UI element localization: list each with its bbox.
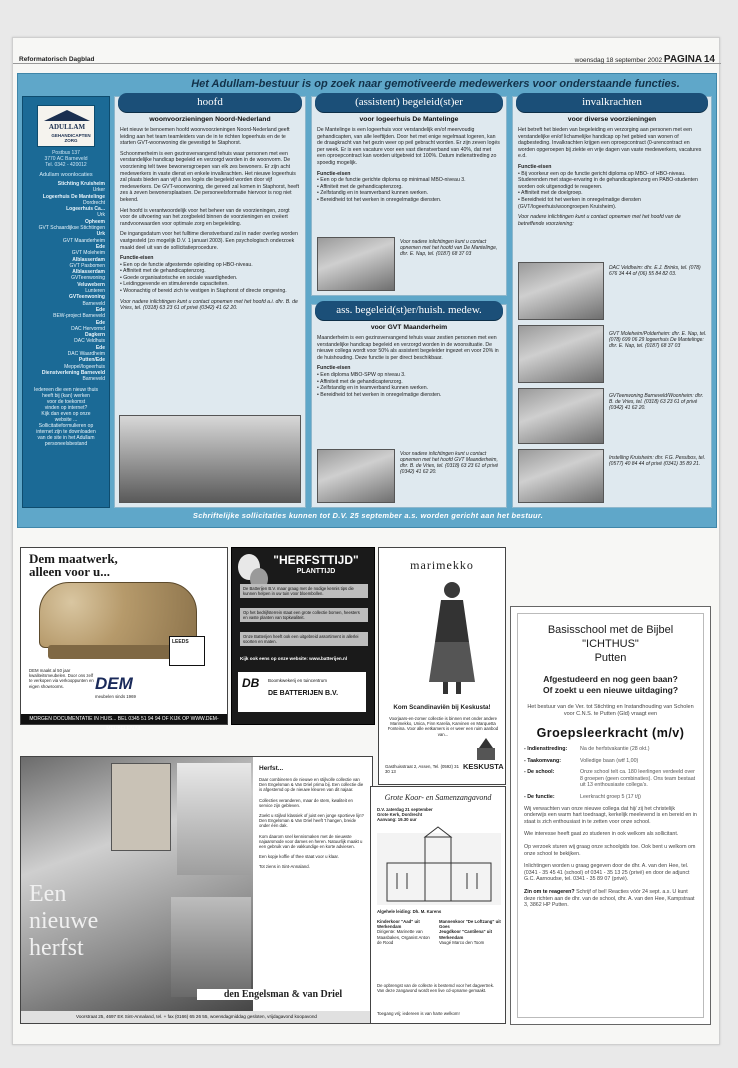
hat-photo [111,763,171,851]
location-item: Ede [95,306,105,313]
man-photo [171,897,251,997]
location-item: GVTeenwoning [68,294,105,301]
location-item: Stichting Kruisheim [57,181,105,187]
locations-heading: Adullam woonlocaties [39,172,93,178]
koor-ad: Grote Koor- en Samenzangavond D.V. zaterdag 21 september Grote Kerk, Dordrecht Aanvang: 19.30 uur Algehele leiding: Dh. M. Karens Kinderkoor "Aad" uit Werkendam Dirigente: Marinette van Maasbakes, Organist Anton de Rood Mannenkoor "De Loftzang" uit Goes Jeugdkoor "Cantilena" uit Werkendam Vaugé Marco den Toom De opbrengst van de collecte is bestemd voor het dagvertrek. Van deze zangavond wordt een live cd-opname gemaakt. Toegang vrij; iedereen is van harte welkom! [370,786,506,1024]
dem-sofa-ad: Dem maatwerk, alleen voor u... LEEDS DEM maakt al 50 jaar kwaliteitsmeubelen. Door ons zelf te verkopen via verkooppunten en eigen showrooms. DEM meubelen sinds 1969 MORGEN DOCUMENTATIE IN HUIS... BEL 0345 51 94 94 OF KIJK OP WWW.DEM-MEUBELEN.NL [20,547,228,725]
location-item: DAC Veldhuis [74,338,105,345]
group-photo [518,325,604,383]
recruitment-advertisement [17,73,717,528]
location-item: DAC Hervormd [71,325,105,332]
location-item: Ede [95,344,105,351]
job-detail-row: - Taakomvang: Volledige baan (wtf 1,00) [524,757,639,764]
recruitment-headline: Het Adullam-bestuur is op zoek naar gemotiveerde medewerkers voor onderstaande functies. [191,78,680,90]
newspaper-page [12,37,720,1045]
job-detail-row: - Indiensttreding: Na de herfstvakantie (28 okt.) [524,746,650,752]
location-item: Logeerhuis De Mantelinge [42,193,105,200]
batterijen-logo-box: DB Boomkwekerij en tuincentrum DE BATTERIJEN B.V. [238,672,366,712]
price-tag: LEEDS [169,636,205,666]
location-item: DAC Waardheim [67,351,105,358]
marimekko-ad: marimekko Kom Scandinaviën bij Keskusta! Voorjaars-en-zomer collectie is binnen met onder andere Marimekko, Unica, Finn Karelia, Karvinen en Marquetta Fonteina. Voor alle eetkamers is er weer een ruim aanbod van... KESKUSTA Gasthuisstraat 2, Assen, Tel. (0592) 31 30 13 [378,547,506,785]
vacancy-note: Iedereen die een nieuw thuis heeft bij (kan) werken voor de toekomst vinden op internet? Kijk dan even op onze website ... Sollicitatieformulieren op internet zijn te downloaden van de site in het Adullam personeelsbestand [34,386,98,447]
location-item: Opheem [84,218,105,225]
location-item: Putten/Ede [78,357,105,364]
location-item: Ede [95,319,105,326]
page-word: PAGINA [663,54,703,65]
banner-huishoudelijk: ass. begeleid(st)er/huish. medew. [315,301,503,320]
location-item: Veluwebern [77,281,105,288]
location-item: GVT Moleheim [71,250,105,257]
marimekko-logo: marimekko [410,558,474,572]
running-header [13,38,721,64]
dem-logo: DEM [95,674,133,693]
location-item: Logeerhuis Ca... [66,206,105,213]
banner-hoofd: hoofd [118,93,302,112]
job-detail-row: - De functie: Leerkracht groep 5 (17 t/j) [524,793,641,800]
location-item: Urk [96,231,105,238]
job-title: Groepsleerkracht (m/v) [536,726,685,740]
location-item: Dienstverlening Barneveld [41,369,105,376]
meal-photo [518,449,604,503]
location-item: Dordrecht [83,199,105,206]
house-roof-icon [44,110,90,121]
adullam-sidebar [22,96,110,508]
dem-phone-bar: MORGEN DOCUMENTATIE IN HUIS... BEL 0345 51 94 94 OF KIJK OP WWW.DEM-MEUBELEN.NL [21,714,227,724]
herfsttijd-ad: "HERFSTTIJD" PLANTTIJD De Batterijen B.V. maar graag met de nodige kennis tips die kunnen helpen in uw tuin voor bloembollen. Op het bedrijfsterrein staat een grote collectie bomen, heesters en vaste planten van topkwaliteit. Onze Batterijen heeft ook een uitgebreid assortiment in allerlei soorten en maten. Kijk ook eens op onze website: www.batterijen.nl DB Boomkwekerij en tuincentrum DE BATTERIJEN B.V. [231,547,375,725]
vacancy-invalkrachten: invalkrachten voor diverse voorzieningen Het betreft het bieden van begeleiding en verzorging aan personen met een verstandelijke en/of lichamelijke handicap op het gebied van wonen of dagbesteding. Invalkrachten krijgen een oproepcontract (0-urencontract en worden opgeroepen bij ziekte en vrije dagen van vaste medewerkers, vacatures e.d. Functie-eisen • Bij voorkeur een op de functie gericht diploma op MBO- of HBO-niveau. Studerenden met stage-ervaring in de gehandicaptenzorg en PABO-studenten worden ook uitgenodigd te reageren. • Affiniteit met de doelgroep. • Bereidheid tot het werken in onregelmatige diensten (GVT/logeerhuis/woongroepen Kruisheim). Voor nadere inlichtingen kunt u contact opnemen met het hoofd van de betreffende voorziening: DAC Veldheim: dhr. E.J. Brinks, tel. (078) 676 34 44 of (06) 55 84 82 03. GVT Moleheim/Polderheim: dhr. E. Nap, tel. (078) 699 06 29 logeerhuis De Mantelinge: dhr. E. Nap, tel. (0187) 68 37 03 GVTeenwoning Barneveld/Woonheim: dhr. B. de Vries, tel. (0318) 63 23 61 of privé (0342) 41 62 20. Instelling Kruisheim: dhr. F.G. Pessibos, tel. (0577) 40 84 44 of privé (0341) 35 89 21. [512,96,712,508]
location-item: Urker [92,187,105,194]
engelsman-logo: den Engelsman & van Driel [197,989,369,1000]
location-item: Barneveld [82,300,105,307]
subtitle-hoofd: woonvoorzieningen Noord-Nederland [149,116,271,123]
kitchen-photo [518,262,604,320]
location-item: Dagkern [84,332,105,339]
location-item: GVT Schaardijkse Stichtingen [38,225,105,232]
requirements-list: • Een op de functie afgestemde opleiding op HBO-niveau. • Affiniteit met de gehandicaptenzorg. • Goede organisatorische en sociale vaardigheden. • Leidinggevende en stimulerende capaciteiten. • Woonachtig of bereid zich te vestigen in Staphorst of directe omgeving. [120,262,300,295]
building-photo [119,415,301,503]
care-photo [518,388,604,444]
staff-photo [317,237,395,291]
location-item: Urk [97,212,105,219]
vacancy-huishoudelijk: ass. begeleid(st)er/huish. medew. voor GVT Maanderheim Maanderheim is een gezinsvervangend tehuis waar zestien personen met een verstandelijke handicap begeleid en verzorgd worden in de woonsituatie. De nieuwe collega wordt voor 50% als assistent begeleider ingezet en voor 20% in de huishouding. Deze functie is per direct beschikbaar. Functie-eisen • Een diploma MBO-SPW op niveau 3. • Affiniteit met de gehandicaptenzorg. • Zelfstandig en in teamverband kunnen werken. • Bereidheid tot het werken in onregelmatige diensten. Voor nadere inlichtingen kunt u contact opnemen met het hoofd GVT Maanderheim, dhr. B. de Vries, tel. (0318) 63 23 61 of privé (0342) 41 62 20. [311,304,507,508]
location-item: GVT Pasbomen [69,262,105,269]
vacancy-hoofd: hoofd woonvoorzieningen Noord-Nederland Het nieuw te benoemen hoofd woonvoorzieningen Noord-Nederland geeft leiding aan het team teamleiders van de in te richten logeerhuis en de te starten GVT-woonwoning die gevestigd te Staphorst. Schoonmerheim is een gezinsvervangend tehuis waar personen met een verstandelijke handicap begeleid en verzorgd worden in de woonvorm. De voorziening telt twee bewonersgroepen van elk zes bewoners. Er zijn acht medewerkers in vaste dienst en enkele invalkrachten. Het nieuwe logeerhuis zal plaats bieden aan vijf à zes logés die begeleid worden door vijf medewerkers. De GVT-woonwoning, die gereed zal komen in Staphorst, heeft zes à zeven bewonersplaatsen. De personeelsformatie hiervoor is nog niet bekend. Het hoofd is verantwoordelijk voor het beheer van de voorzieningen, zorgt voor de uitvoering van het zorgbeleid binnen de voorzieningen en creëert randvoorwaarden voor optimale zorg en begeleiding. De ingangsdatum voor het fulltime dienstverband zal in nader overleg worden vastgesteld (zo mogelijk D.V. 1 januari 2003). Een psychologisch onderzoek maakt deel uit van de sollicitatieprocedure. Functie-eisen • Een op de functie afgestemde opleiding op HBO-niveau. • Affiniteit met de gehandicaptenzorg. • Goede organisatorische en sociale vaardigheden. • Leidinggevende en stimulerende capaciteiten. • Woonachtig of bereid zich te vestigen in Staphorst of directe omgeving. Voor nadere inlichtingen kunt u contact opnemen met het hoofd a.i. dhr. B. de Vries, tel. (0318) 63 23 61 of privé (0342) 41 62 20. [114,96,306,508]
church-drawing [377,833,501,905]
vacancy-begeleider: (assistent) begeleid(st)er voor logeerhuis De Mantelinge De Mantelinge is een logeerhuis voor verstandelijk en/of meervoudig gehandicapten, van alle leeftijden. Door het met enige regelmaat logeren, kan de draagkracht van het gezin weer op peil gebracht worden. Er zijn zeven logés per week. Er is een vacature voor een vast dienstverband van 40%, dat met een oproepcontract kan worden uitgebreid tot 100%. Datum indiensttreding zo spoedig mogelijk. Functie-eisen • Een op de functie gerichte diploma op minimaal MBO-niveau 3. • Affiniteit met de gehandicaptenzorg. • Zelfstandig en in teamverband kunnen werken. • Bereidheid tot het werken in onregelmatige diensten. Voor nadere inlichtingen kunt u contact opnemen met het hoofd van De Mantelinge, dhr. E. Nap, tel. (0187) 68 37 03 [311,96,507,296]
location-item: Alblasserdam [72,256,105,263]
location-item: GVT Maanderheim [62,237,105,244]
location-item: Lunteren [85,288,105,295]
banner-begeleider: (assistent) begeleid(st)er [315,93,503,112]
recruitment-footer: Schriftelijke sollicitaties kunnen tot D.V. 25 september a.s. worden gericht aan het bestuur. [192,511,544,520]
adullam-logo: ADULLAM GEHANDICAPTEN ZORG [37,105,95,147]
adullam-address: Postbus 137 3770 AC Barneveld Tel. 0342 - 420012 [44,150,88,168]
location-item: Meppel/logeerhuis [64,363,105,370]
locations-list [23,181,109,383]
paper-name: Reformatorisch Dagblad [19,56,95,63]
location-item: GVTeenwoning [71,275,105,282]
school-vacancy-ad: Basisschool met de Bijbel "ICHTHUS" Putten Afgestudeerd en nog geen baan? Of zoekt u een nieuwe uitdaging? Het bestuur van de Ver. tot Stichting en Instandhouding van Scholen voor C.N.S. te Putten (Gld) vraagt een Groepsleerkracht (m/v) - Indiensttreding: Na de herfstvakantie (28 okt.) - Taakomvang: Volledige baan (wtf 1,00) - De school: Onze school telt ca. 180 leerlingen verdeeld over 8 groepen (geen combinaties). Ons team bestaat uit 13 enthousiaste collega's. - De functie: Leerkracht groep 5 (17 t/j) Wij verwachten van onze nieuwe collega dat hij/ zij het christelijk onderwijs een warm hart toedraagt, kerkelijk meelevend is en bereid en in staat is zich enthousiast in te zetten voor onze school. Wie interesse heeft gaat zo studeren in ook welkom als sollicitant. Op verzoek sturen wij graag onze schoolgids toe. Ook bent u welkom om onze school te bekijken. Inlichtingen worden u graag gegeven door de dhr. A. van den Hee, tel. (0341 - 35 45 41 (school) of 0341 - 35 13 25 (privé) en door de adjunct G.C. Aarnoudse, tel. 0341 - 35 89 07 (privé). Zin om te reageren? Schrijf of bel! Reacties vóór 24 sept. a.s. U kunt deze richten aan de dhr. van de school, dhr. A. van den Hee, Kampstraat 3, 3862 HP Putten. [510,606,711,1025]
location-item: Alblasserdam [72,269,105,276]
banner-invalkrachten: invalkrachten [516,93,708,112]
job-detail-row: - De school: Onze school telt ca. 180 leerlingen verdeeld over 8 groepen (geen combinaties). Ons team bestaat uit 13 enthousiaste collega's. [524,769,696,789]
fashion-headline: Een nieuwe herfst [29,881,99,961]
engelsman-fashion-ad: Een nieuwe herfst Herfst... Daar combineren de nieuwe en stijlvolle collectie van Den Engelsman & Van Driel prima bij. Een collectie die is afgestemd op de nieuwe kleuren van dit najaar. Collecties veranderen, maar de stem, kwaliteit en service zijn gebleven. Zoekt u stijlvol klassiek of juist een jonge sportieve lijn? Den Engelsman & Van Driel heeft 't hangen, breide onder één dak. Kom daarom snel kennismaken met de nieuwste najaarsmode voor dames en heren. Natuurlijk maakt u een gebruik van de vakkundige en korte adviesen. Een kopje koffie of thee staat voor u klaar. Tot ziens in Sint-Annaland. den Engelsman & van Driel Voorstraat 25, 4697 EK Sint-Annaland, tel. + fax (0166) 65 26 55, woensdagmiddag gesloten, vrijdagavond koopavond [20,756,373,1024]
church-icon [473,738,499,760]
page-info: woensdag 18 september 2002 PAGINA 14 [574,54,715,65]
location-item: BEW-project Barneveld [53,313,105,320]
woman-photo [177,763,251,875]
page-number: 14 [703,54,715,65]
location-item: Barneveld [82,376,105,383]
woman-illustration [423,578,481,696]
location-item: Ede [95,243,105,250]
residents-photo [317,449,395,503]
